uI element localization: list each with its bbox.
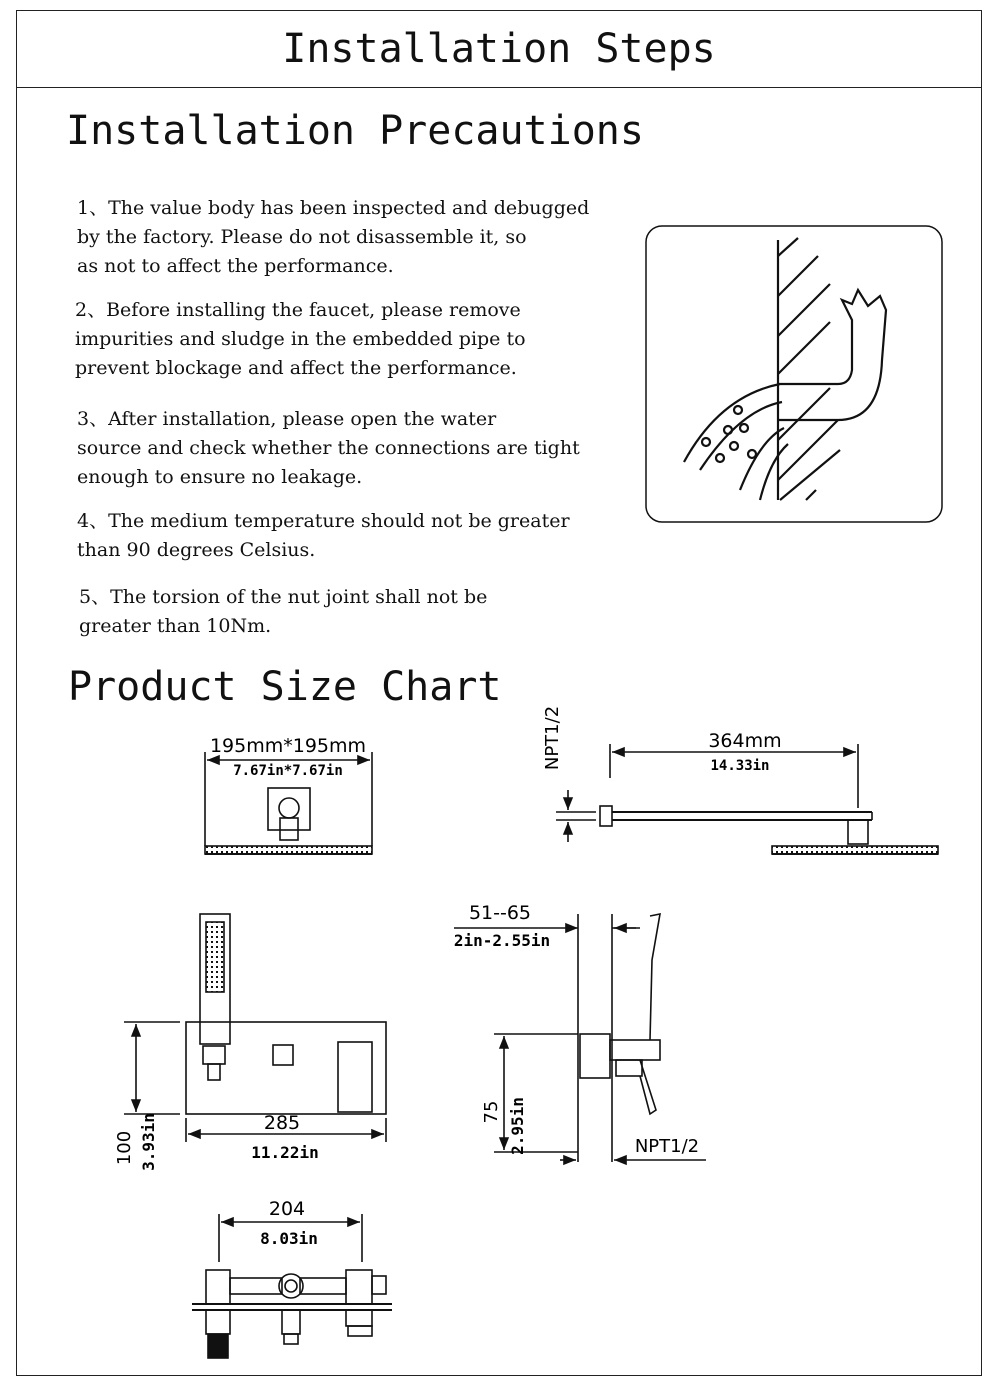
mixer-front-drawing bbox=[124, 914, 386, 1142]
precautions-title: Installation Precautions bbox=[66, 108, 644, 154]
page-title: Installation Steps bbox=[282, 26, 716, 72]
bottom-width-mm: 204 bbox=[268, 1198, 306, 1220]
precaution-item-1: 1、The value body has been inspected and debugged by the factory. Please do not disassemble it, so as not to affect the performance. bbox=[77, 197, 590, 277]
mixer-side-drawing bbox=[454, 914, 706, 1162]
depth-in: 2in-2.55in bbox=[453, 931, 551, 950]
head-size-mm: 195mm*195mm bbox=[209, 735, 367, 757]
pipe-cleaning-illustration bbox=[646, 226, 942, 522]
arm-length-in: 14.33in bbox=[710, 758, 770, 774]
precaution-item-4: 4、The medium temperature should not be greater than 90 degrees Celsius. bbox=[77, 510, 570, 561]
body-width-mm: 285 bbox=[263, 1112, 301, 1134]
arm-thread-label: NPT1/2 bbox=[542, 705, 563, 771]
arm-length-mm: 364mm bbox=[708, 730, 782, 752]
body-width-in: 11.22in bbox=[251, 1143, 319, 1162]
side-thread-label: NPT1/2 bbox=[634, 1136, 700, 1157]
bottom-width-in: 8.03in bbox=[260, 1229, 318, 1248]
body-height-mm: 100 bbox=[114, 1130, 135, 1166]
head-size-in: 7.67in*7.67in bbox=[233, 763, 343, 779]
side-height-mm: 75 bbox=[481, 1100, 502, 1124]
body-height-in: 3.93in bbox=[139, 1113, 158, 1171]
side-height-in: 2.95in bbox=[508, 1097, 527, 1155]
size-chart-title: Product Size Chart bbox=[68, 664, 502, 710]
precaution-item-5: 5、The torsion of the nut joint shall not be greater than 10Nm. bbox=[79, 586, 488, 637]
depth-mm: 51--65 bbox=[468, 902, 532, 924]
precaution-item-2: 2、Before installing the faucet, please remove impurities and sludge in the embedded pipe to prevent blockage and affect the performance. bbox=[75, 299, 526, 379]
precaution-item-3: 3、After installation, please open the water source and check whether the connections are tight enough to ensure no leakage. bbox=[77, 408, 580, 488]
